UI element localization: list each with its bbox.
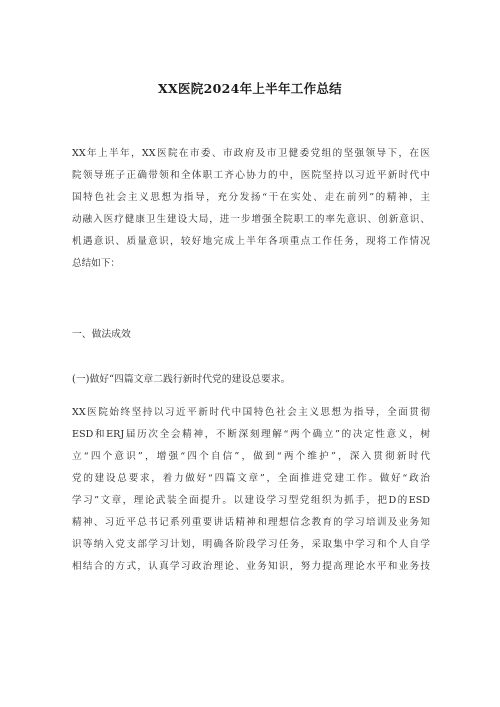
section-heading: 一、做法成效 [72,329,131,340]
body-line: 立“四个意识”，增强“四个自信”，做到“两个维护”，深入贯彻新时代 [72,451,430,462]
body-line: 识等纳入党支部学习计划，明确各阶段学习任务，采取集中学习和个人自学 [72,539,430,550]
intro-line: 国特色社会主义思想为指导，充分发扬“干在实处、走在前列”的精神，主 [72,192,430,203]
body-line: 精神、习近平总书记系列重要讲话精神和理想信念教育的学习培训及业务知 [72,517,430,528]
body-line: XX医院始终坚持以习近平新时代中国特色社会主义思想为指导，全面贯彻 [72,407,430,418]
body-line: 相结合的方式，认真学习政治理论、业务知识，努力提高理论水平和业务技 [72,561,430,572]
body-paragraph [72,402,430,578]
intro-paragraph [72,143,430,275]
body-line: 学习”文章，理论武装全面提升。以建设学习型党组织为抓手，把D的ESD [72,495,430,506]
intro-line: 院领导班子正确带领和全体职工齐心协力的中，医院坚持以习近平新时代中 [72,170,430,181]
intro-line: 动融入医疗健康卫生建设大局，进一步增强全院职工的率先意识、创新意识、 [72,214,430,225]
intro-line: 总结如下： [72,258,120,269]
intro-line: 机遇意识、质量意识，较好地完成上半年各项重点工作任务，现将工作情况 [72,236,430,247]
document-title: XX医院2024年上半年工作总结 [158,81,342,96]
body-line: 党的建设总要求，着力做好“四篇文章”，全面推进党建工作。做好“政治 [72,473,430,484]
intro-line: XX年上半年，XX医院在市委、市政府及市卫健委党组的坚强领导下，在医 [72,148,430,159]
subsection-heading: (一)做好“四篇文章二践行新时代党的建设总要求。 [72,374,291,385]
body-line: ESD和ERJ届历次全会精神，不断深刻理解“两个确立”的决定性意义，树 [72,429,430,440]
